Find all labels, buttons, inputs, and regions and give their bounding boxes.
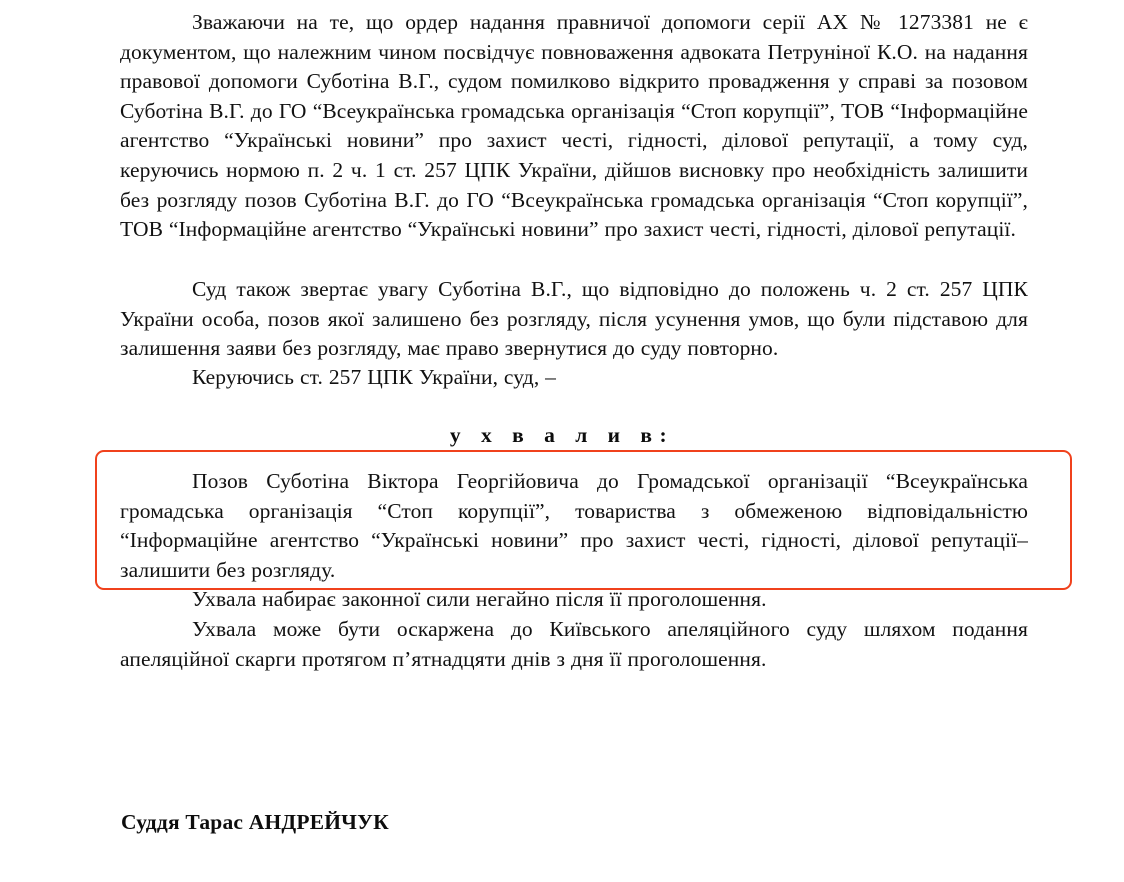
- paragraph-block-guided: [120, 363, 1028, 393]
- paragraph-order: Зважаючи на те, що ордер надання правничої допомоги серії АХ № 1273381 не є документом, що належним чином посвідчує повноваження адвоката Петруніної К.О. на надання правової допомоги Суботіна В.Г., судом помилково відкрито провадження у справі за позовом Суботіна В.Г. до ГО “Всеукраїнська громадська організація “Стоп корупції”, ТОВ “Інформаційне агентство “Українські новини” про захист честі, гідності, ділової репутації, а тому суд, керуючись нормою п. 2 ч. 1 ст. 257 ЦПК України, дійшов висновку про необхідність залишити без розгляду позов Суботіна В.Г. до ГО “Всеукраїнська громадська організація “Стоп корупції”, ТОВ “Інформаційне агентство “Українські новини” про захист честі, гідності, ділової репутації.: [120, 10, 1028, 242]
- paragraph-decision: Позов Суботіна Віктора Георгійовича до Громадської організації “Всеукраїнська громадська організація “Стоп корупції”, товариства з обмеженою відповідальністю “Інформаційне агентство “Українські новини” про захист честі, гідності, ділової репутації– залишити без розгляду.: [120, 469, 1028, 582]
- paragraph-block-order: [120, 8, 1028, 245]
- clipped-previous-line-text: [120, 0, 1028, 1]
- paragraph-appeal: Ухвала може бути оскаржена до Київського апеляційного суду шляхом подання апеляційної скарги протягом п’ятнадцяти днів з дня її проголошення.: [120, 617, 1028, 671]
- paragraph-guided: Керуючись ст. 257 ЦПК України, суд, –: [192, 365, 557, 389]
- ruling-heading: у х в а л и в:: [449, 423, 675, 447]
- paragraph-block-appeal: [120, 615, 1028, 674]
- paragraph-force: Ухвала набирає законної сили негайно після її проголошення.: [192, 587, 767, 611]
- clipped-previous-line: [120, 0, 1028, 1]
- paragraph-block-decision: [120, 467, 1028, 585]
- paragraph-attention: Суд також звертає увагу Суботіна В.Г., що відповідно до положень ч. 2 ст. 257 ЦПК України особа, позов якої залишено без розгляду, після усунення умов, що були підставою для залишення заяви без розгляду, має право звернутися до суду повторно.: [120, 277, 1028, 361]
- judge-signature: Суддя Тарас АНДРЕЙЧУК: [121, 810, 389, 834]
- paragraph-block-force: [120, 585, 1028, 615]
- paragraph-block-attention: [120, 275, 1028, 364]
